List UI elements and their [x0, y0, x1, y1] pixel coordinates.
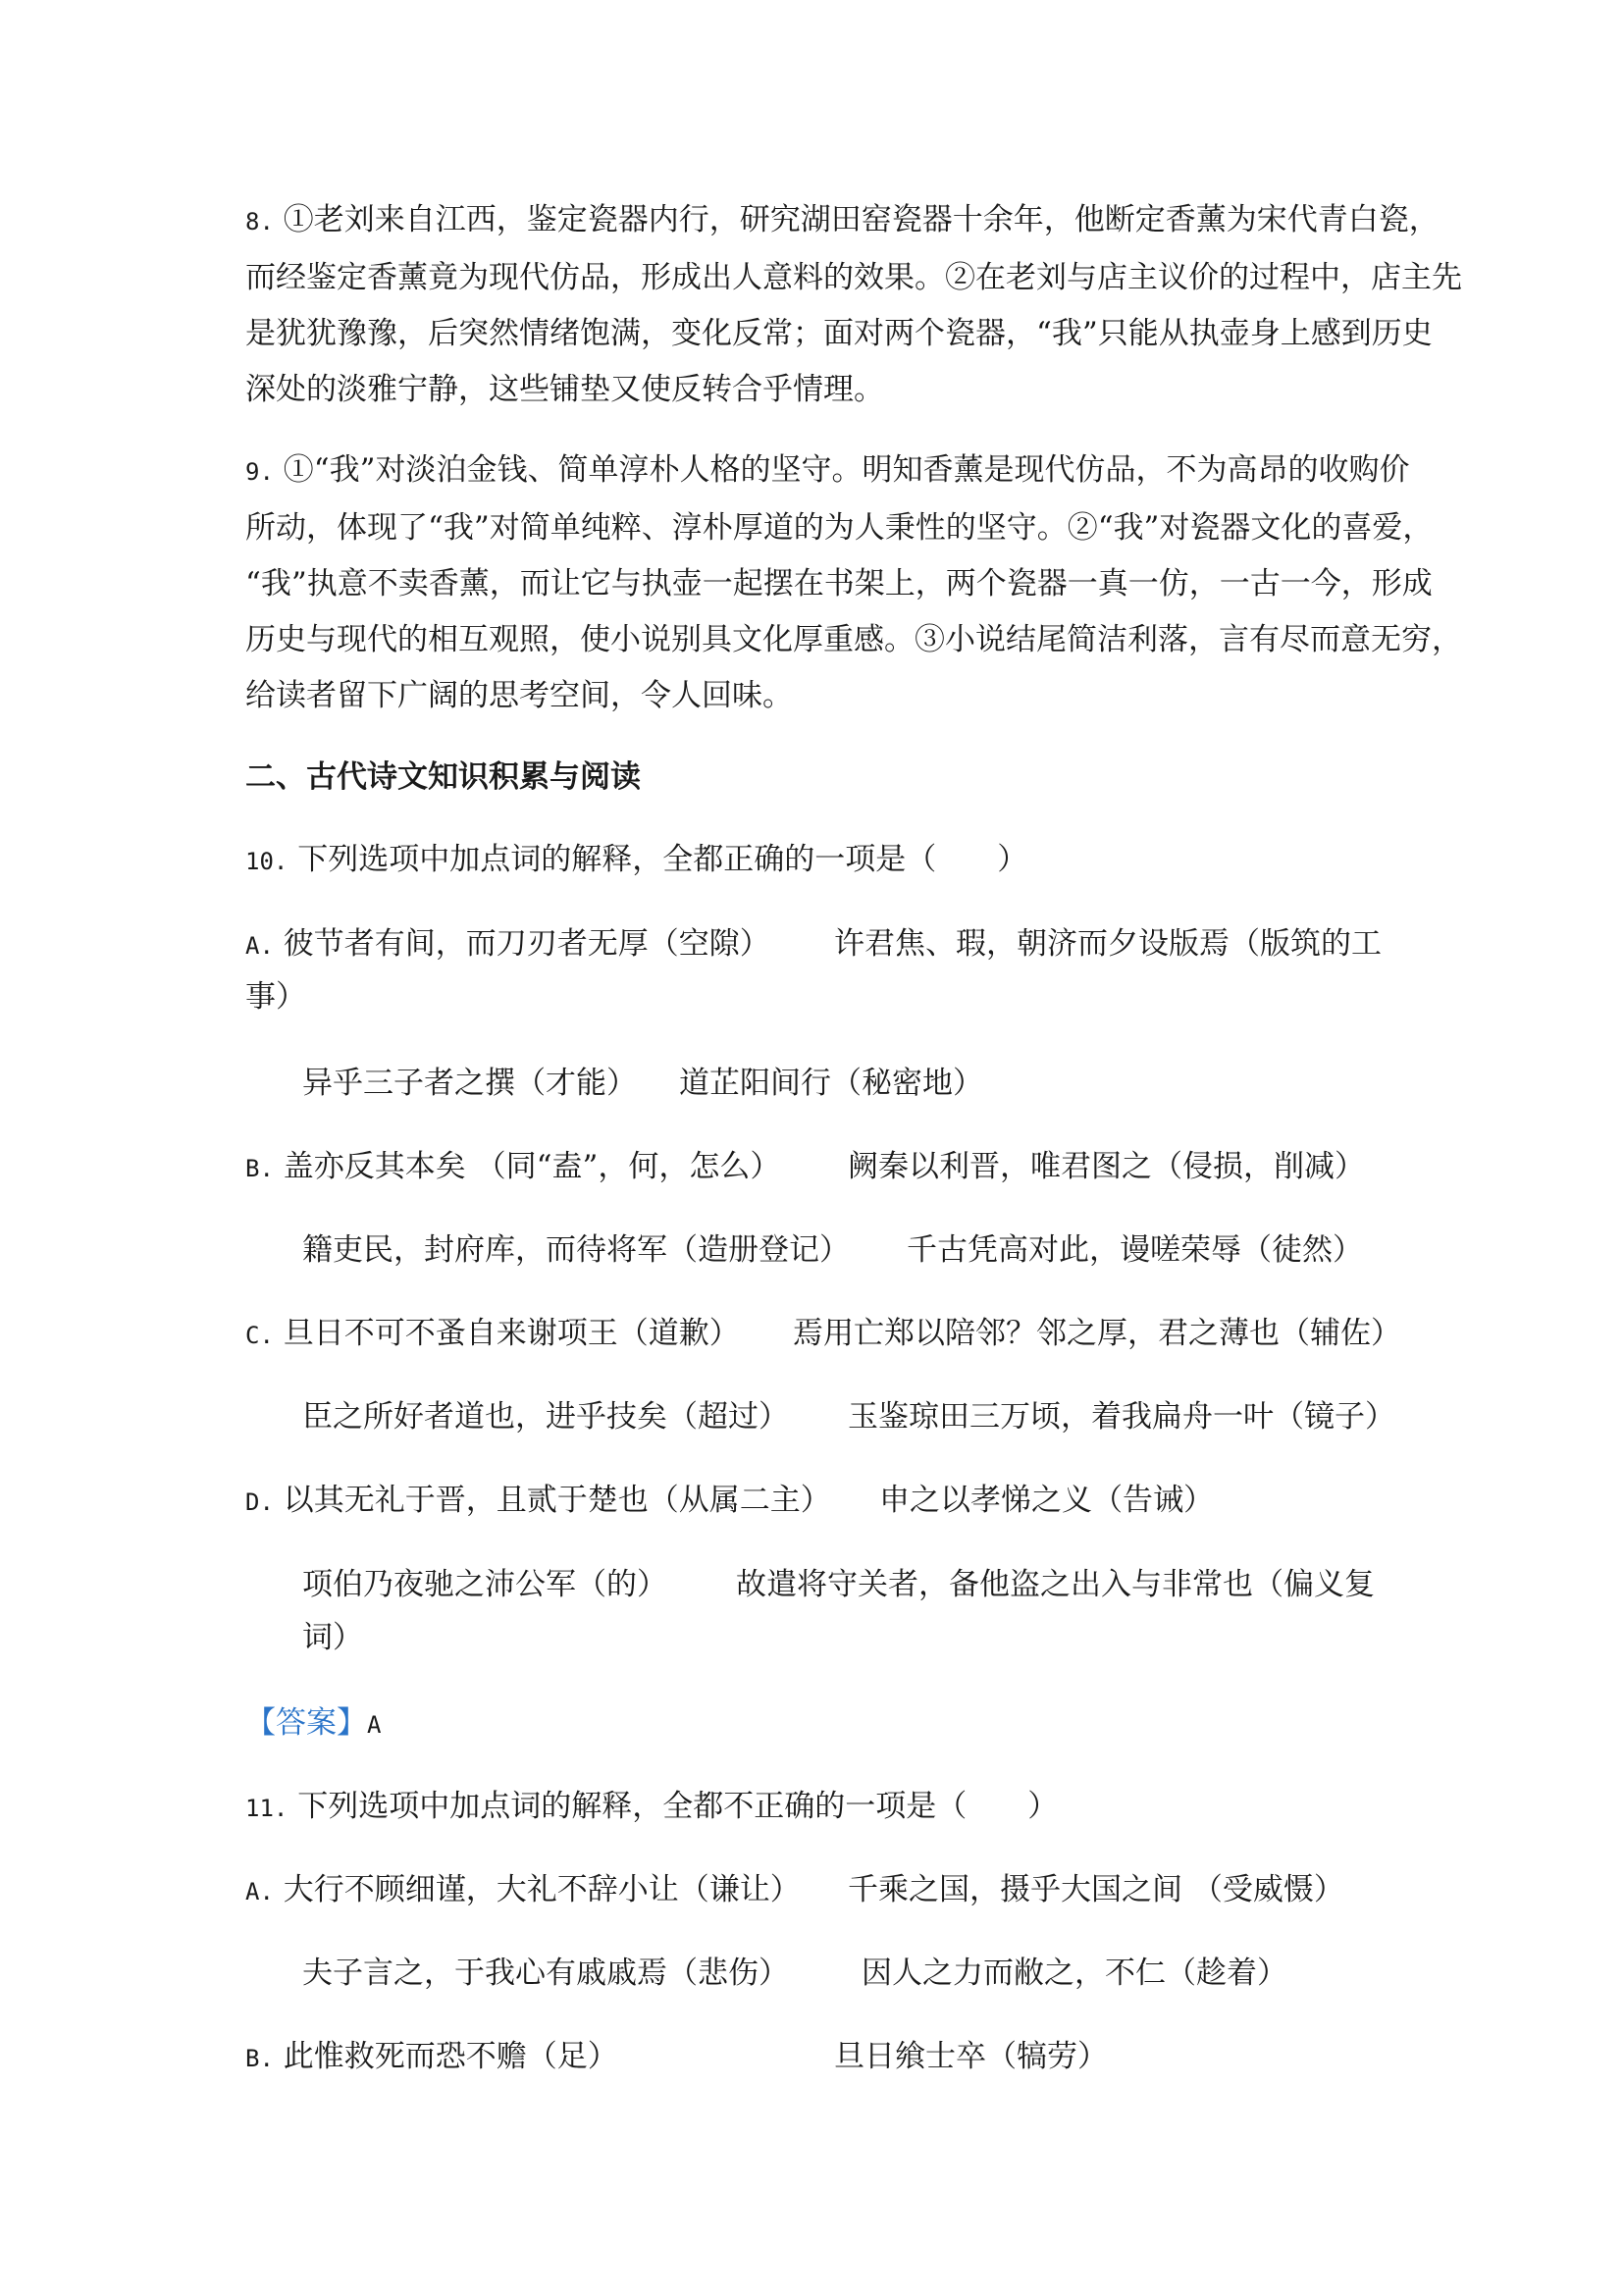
option-text: 旦日飨士卒（犒劳）: [834, 2039, 1108, 2074]
answer-8: [245, 192, 1462, 418]
option-11-a-line-2: [302, 1946, 1460, 2002]
option-11-b: [245, 2029, 1403, 2087]
section-heading: 二、古代诗文知识积累与阅读: [245, 759, 641, 795]
question-text: 下列选项中加点词的解释，全都正确的一项是（ ）: [297, 842, 1028, 877]
option-label: C.: [245, 1322, 274, 1349]
question-number: 10.: [245, 848, 288, 875]
option-11-a: [245, 1862, 1403, 1920]
option-10-b: [245, 1139, 1403, 1197]
option-text-continued: 事）: [245, 979, 306, 1015]
answer-9-line-1: [245, 443, 1410, 500]
option-text: 彼节者有间，而刀刃者无厚（空隙）: [283, 926, 770, 962]
answer-9-line-4: 历史与现代的相互观照，使小说别具文化厚重感。③小说结尾简洁利落，言有尽而意无穷，: [245, 622, 1462, 657]
option-10-c-line-2: [302, 1389, 1460, 1445]
option-text: 许君焦、瑕，朝济而夕设版焉（版筑的工: [834, 926, 1382, 962]
option-10-a: [245, 916, 1403, 1024]
option-text: 项伯乃夜驰之沛公军（的）: [302, 1567, 667, 1602]
question-number: 11.: [245, 1795, 288, 1822]
answer-9-line-3: “我”执意不卖香薰，而让它与执壶一起摆在书架上，两个瓷器一真一仿，一古一今，形成: [245, 566, 1433, 601]
option-label: A.: [245, 1878, 274, 1905]
option-10-b-line-2: [302, 1223, 1460, 1278]
option-text: 道芷阳间行（秘密地）: [679, 1066, 983, 1101]
option-text: 故遣将守关者，备他盗之出入与非常也（偏义复: [736, 1567, 1375, 1602]
option-label: B.: [245, 1155, 274, 1182]
option-text: 焉用亡郑以陪邻？邻之厚，君之薄也（辅佐）: [793, 1316, 1401, 1351]
option-text: 臣之所好者道也，进乎技矣（超过）: [302, 1399, 789, 1435]
question-number: 8.: [245, 208, 274, 235]
option-text-continued: 词）: [302, 1620, 363, 1655]
answer-tag: 【答案】: [245, 1705, 367, 1741]
option-text: 夫子言之，于我心有戚戚焉（悲伤）: [302, 1956, 789, 1991]
answer-8-line-1: [245, 192, 1440, 250]
option-label: A.: [245, 932, 274, 960]
option-text: 千乘之国，摄乎大国之间 （受威慑）: [848, 1872, 1344, 1907]
option-text: 异乎三子者之撰（才能）: [302, 1066, 637, 1101]
answer-9-line-5: 给读者留下广阔的思考空间，令人回味。: [245, 678, 793, 713]
option-text: 玉鉴琼田三万顷，着我扁舟一叶（镜子）: [848, 1399, 1395, 1435]
option-text: 大行不顾细谨，大礼不辞小让（谦让）: [283, 1872, 801, 1907]
option-label: B.: [245, 2045, 274, 2072]
option-label: D.: [245, 1488, 274, 1516]
question-number: 9.: [245, 458, 274, 486]
answer-line-10: [245, 1696, 1403, 1753]
answer-8-line-3: 是犹犹豫豫，后突然情绪饱满，变化反常；面对两个瓷器，“我”只能从执壶身上感到历史: [245, 316, 1433, 351]
answer-value: A: [367, 1711, 382, 1739]
question-10-stem: [245, 832, 1403, 890]
option-text: 盖亦反其本矣 （同“盍”，何，怎么）: [283, 1149, 781, 1184]
option-10-d-line-2: [302, 1557, 1460, 1665]
text-line: ①老刘来自江西，鉴定瓷器内行，研究湖田窑瓷器十余年，他断定香薰为宋代青白瓷，: [283, 202, 1440, 237]
text-line: ①“我”对淡泊金钱、简单淳朴人格的坚守。明知香薰是现代仿品，不为高昂的收购价: [283, 452, 1410, 488]
option-10-a-line-2: [302, 1056, 1460, 1112]
answer-8-line-2: 而经鉴定香薰竟为现代仿品，形成出人意料的效果。②在老刘与店主议价的过程中，店主先: [245, 260, 1462, 295]
answer-9-line-2: 所动，体现了“我”对简单纯粹、淳朴厚道的为人秉性的坚守。②“我”对瓷器文化的喜爱，: [245, 510, 1434, 546]
option-text: 旦日不可不蚤自来谢项王（道歉）: [283, 1316, 740, 1351]
option-text: 此惟救死而恐不赡（足）: [283, 2039, 618, 2074]
answer-8-line-4: 深处的淡雅宁静，这些铺垫又使反转合乎情理。: [245, 372, 884, 407]
option-text: 千古凭高对此，谩嗟荣辱（徒然）: [907, 1232, 1363, 1268]
option-10-d: [245, 1473, 1403, 1531]
option-text: 籍吏民，封府库，而待将军（造册登记）: [302, 1232, 850, 1268]
option-text: 申之以孝悌之义（告诫）: [879, 1483, 1214, 1518]
option-10-c: [245, 1306, 1403, 1364]
question-text: 下列选项中加点词的解释，全都不正确的一项是（ ）: [297, 1789, 1059, 1824]
option-text: 以其无礼于晋，且贰于楚也（从属二主）: [283, 1483, 831, 1518]
option-text: 阙秦以利晋，唯君图之（侵损，削减）: [848, 1149, 1365, 1184]
option-text: 因人之力而敝之，不仁（趁着）: [862, 1956, 1287, 1991]
answer-9: [245, 443, 1462, 724]
question-11-stem: [245, 1779, 1403, 1837]
